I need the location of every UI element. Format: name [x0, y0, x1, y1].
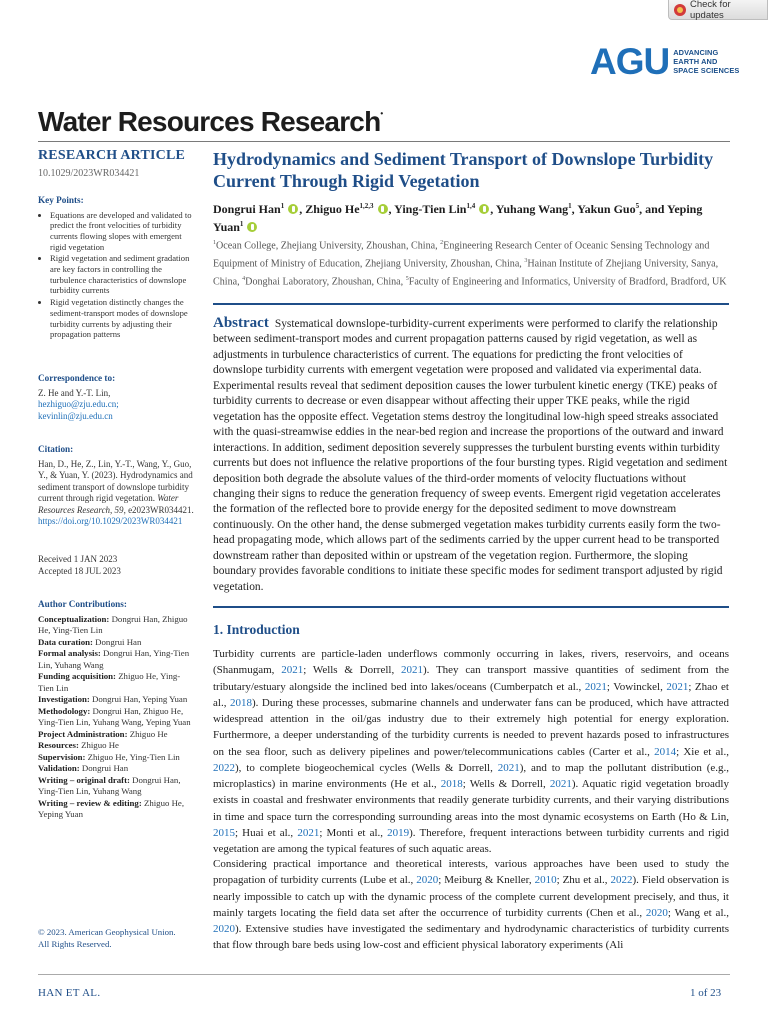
- affiliations: $^1$Ocean College, Zhejiang University, Zhoushan, China, $^2$Engineering Research Center of Oceanic Sensing Technology and Equipment of Ministry of Education, Zhejiang University, Zhoushan, China, $^3$Hainan Institute of Zhejiang University, Sanya, China, $^4$Donghai Laboratory, Zhoushan, China, $^5$Faculty of Engineering and Informatics, University of Bradford, Bradford, UK: [213, 240, 727, 288]
- author-name: Zhiguo He: [305, 202, 360, 216]
- citation-year-link[interactable]: 2018: [229, 696, 252, 709]
- contributions-heading: Author Contributions:: [38, 599, 127, 609]
- article-type: RESEARCH ARTICLE: [38, 148, 186, 163]
- author-name: Yakun Guo: [577, 202, 636, 216]
- contribution-item: Conceptualization: Dongrui Han, Zhiguo He, Ying-Tien Lin: [38, 613, 188, 635]
- crossmark-icon: [674, 4, 686, 16]
- author-affiliation-sup: 5: [635, 202, 640, 210]
- citation-year-link[interactable]: 2021: [400, 664, 423, 677]
- author-affiliation-sup: 1,2,3: [359, 202, 374, 210]
- email-link-lin[interactable]: kevinlin@zju.edu.cn: [38, 410, 113, 421]
- accepted-date: Accepted 18 JUL 2023: [38, 565, 121, 576]
- author-affiliation-sup: 1: [239, 220, 244, 228]
- citation-year-link[interactable]: 2021: [497, 761, 520, 774]
- contribution-item: Methodology: Dongrui Han, Zhiguo He, Ying-Tien Lin, Yuhang Wang, Yeping Yuan: [38, 705, 191, 727]
- author-affiliation-sup: 1: [280, 202, 285, 210]
- citation-text: Han, D., He, Z., Lin, Y.-T., Wang, Y., Guo, Y., & Yuan, Y. (2023). Hydrodynamics and sediment transport of downslope turbidity current through rigid vegetation. Water Resources Research, 59, e2023WR034421. https://doi.org/10.1029/2023WR034421: [38, 458, 194, 526]
- contribution-item: Supervision: Zhiguo He, Ying-Tien Lin: [38, 751, 180, 762]
- agu-logo-mark: AGU: [590, 40, 670, 82]
- contribution-item: Formal analysis: Dongrui Han, Ying-Tien Lin, Yuhang Wang: [38, 648, 190, 670]
- citation-year-link[interactable]: 2014: [654, 745, 677, 758]
- citation-year-link[interactable]: 2020: [645, 906, 668, 919]
- correspondence-heading: Correspondence to:: [38, 373, 116, 383]
- citation-year-link[interactable]: 2010: [534, 874, 557, 887]
- page-number: 1 of 23: [690, 987, 722, 999]
- author-contributions: [38, 599, 194, 821]
- citation-journal: Water Resources Research, 59: [38, 493, 179, 515]
- contribution-item: Resources: Zhiguo He: [38, 740, 119, 750]
- article-title: Hydrodynamics and Sediment Transport of Downslope Turbidity Current Through Rigid Vegetation: [213, 149, 714, 191]
- citation-year-link[interactable]: 2021: [666, 680, 689, 693]
- abstract-bottom-rule: [213, 606, 729, 608]
- contribution-item: Project Administration: Zhiguo He: [38, 728, 168, 739]
- footer-divider: [38, 974, 730, 975]
- key-points: [38, 195, 194, 341]
- citation-year-link[interactable]: 2015: [213, 826, 235, 839]
- key-point-item: • Rigid vegetation and sediment gradation are key factors in controlling the turbulence characteristics of downslope turbidity currents: [50, 253, 194, 296]
- contribution-item: Validation: Dongrui Han: [38, 763, 129, 773]
- running-author: HAN ET AL.: [38, 987, 101, 999]
- affiliation-item: Engineering Research Center of Oceanic Sensing Technology and Equipment of Ministry of Education, Zhejiang University, Zhoushan, China,: [213, 240, 710, 270]
- citation-year-link[interactable]: 2020: [213, 923, 235, 935]
- contribution-item: Funding acquisition: Zhiguo He, Ying-Tien Lin: [38, 671, 181, 693]
- citation-year-link[interactable]: 2020: [416, 874, 439, 887]
- check-for-updates-button[interactable]: [668, 0, 768, 20]
- journal-title: Water Resources Research•: [38, 106, 383, 137]
- key-point-item: • Equations are developed and validated to predict the front velocities of turbidity currents flowing slopes with emergent rigid vegetation: [50, 210, 194, 253]
- correspondence: [38, 373, 194, 422]
- section-heading-introduction: 1. Introduction: [213, 622, 300, 637]
- citation-year-link[interactable]: 2019: [387, 826, 410, 839]
- citation: [38, 444, 194, 528]
- abstract-label: Abstract: [213, 315, 269, 331]
- citation-year-link[interactable]: 2021: [549, 778, 572, 790]
- key-points-heading: Key Points:: [38, 195, 84, 205]
- orcid-icon[interactable]: [378, 204, 388, 214]
- citation-year-link[interactable]: 2022: [213, 761, 235, 774]
- affiliation-item: Hainan Institute of Zhejiang University, Sanya, China,: [213, 258, 719, 288]
- email-link-he[interactable]: hezhiguo@zju.edu.cn;: [38, 399, 119, 409]
- copyright-notice: © 2023. American Geophysical Union. All Rights Reserved.: [38, 927, 176, 949]
- contribution-item: Writing – original draft: Dongrui Han, Ying-Tien Lin, Yuhang Wang: [38, 774, 181, 796]
- abstract-top-rule: [213, 303, 729, 305]
- citation-doi-link[interactable]: https://doi.org/10.1029/2023WR034421: [38, 516, 183, 526]
- key-point-item: • Rigid vegetation distinctly changes the sediment-transport modes of downslope turbidity currents by adjusting their propagation patterns: [50, 297, 194, 340]
- affiliation-item: Ocean College, Zhejiang University, Zhoushan, China,: [216, 240, 441, 252]
- author-affiliation-sup: 1,4: [466, 202, 476, 210]
- intro-paragraph-2: Considering practical importance and theoretical interests, various approaches have been used to study the propagation of turbidity currents (Lube et al., 2020; Meiburg & Kneller, 2010; Zhu et al., 2022). Field observation is nearly impossible to catch up with the dynamic process of the complete current development precisely, and thus, it mainly targets locating the field data set after the occurrence of turbidity currents (Chen et al., 2020; Wang et al., 2020). Extensive studies have investigated the sedimentary and hydrodynamic characteristics of turbidity currents that flow through bare beds using low-cost and efficient physical laboratory experiments (Ali: [213, 858, 729, 952]
- citation-year-link[interactable]: 2018: [440, 778, 463, 790]
- orcid-icon[interactable]: [479, 204, 489, 214]
- agu-logo: [590, 40, 740, 82]
- author-name: Ying-Tien Lin: [394, 202, 467, 216]
- intro-paragraph-1: Turbidity currents are particle-laden underflows commonly occurring in lakes, rivers, reservoirs, and oceans (Shanmugam, 2021; Wells & Dorrell, 2021). They can transport massive quantities of sediment from the tributary/estuary alongside the inclined bed into lakes/oceans (Cumberpatch et al., 2021; Vowinckel, 2021; Zhao et al., 2018). During these processes, submarine channels and underwater fans can be produced, which have attracted widespread attention in the oil/gas industry due to their extremely high potential for energy exploration. Furthermore, a deeper understanding of the turbidity currents is needed to prevent hazards posed to infrastructures on the sea floor, such as delivery pipelines and power/telecommunications cables (Carter et al., 2014; Xie et al., 2022), to complete biogeochemical cycles (Wells & Dorrell, 2021), and to map the pollutant distribution (e.g., microplastics) in marine environments (He et al., 2018; Wells & Dorrell, 2021). Aquatic rigid vegetation broadly exists in coastal and freshwater environments that readily generate turbidity currents, and their varying distributions in time and space turn the corresponding surrounding areas into the most dynamic ecosystems on Earth (Ho & Lin, 2015; Huai et al., 2021; Monti et al., 2019). Therefore, frequent interactions between turbidity currents and rigid vegetation are among the typical features of such aquatic areas.: [213, 648, 729, 855]
- agu-logo-tagline: ADVANCING EARTH AND SPACE SCIENCES: [673, 47, 740, 75]
- orcid-icon[interactable]: [288, 204, 298, 214]
- header-divider: [38, 141, 730, 142]
- received-date: Received 1 JAN 2023: [38, 554, 118, 564]
- contribution-item: Writing – review & editing: Zhiguo He, Yeping Yuan: [38, 797, 185, 819]
- abstract-text: Systematical downslope-turbidity-current experiments were performed to clarify the relationship between sediment-transport modes and current propagation patterns caused by rigid vegetation, as well as adjustments in turbulence characteristics of current. The equations for predicting the front velocities of downslope turbidity currents with emergent vegetation were proposed and validated via experimental data. Experimental results reveal that sediment deposition causes the lower turbulent kinetic energy (TKE) peaks of turbidity currents to decrease or even disappear without affecting their upper TKE peaks, while the rigid vegetation has the opposite effect. Vegetation stems destroy the longitudinal low-high speed streaks associated with the quasi-streamwise eddies in the near-bed region and increase the proportions of the outward and inward interactions. In addition, sediment deposition severely suppresses the turbulent bursting events within turbidity currents but does not influence the relative proportions of the four bursting types. Rigid vegetation and sediment deposition both degrade the absolute values of the third-order moments of velocity fluctuations without changing their signs to reduce the generation frequency of sweep events. Emergent rigid vegetation accelerates the formation of the reflected bore to provide energy for the deposited sediment to move downstream continuously. On the other hand, the dense submerged vegetation makes turbidity currents easily form the two-head propagating mode, which allows part of the sediments carried by the upper current head to be transported downstream rather than deposited within or upstream of the vegetation region. Furthermore, the sloping boundary provides favorable conditions to initiate these specific modes for sediment transport adjusted by rigid vegetation.: [213, 318, 728, 593]
- author-name: Yuhang Wang: [495, 202, 569, 216]
- check-for-updates-label: Check for updates: [689, 0, 731, 21]
- author-name: Dongrui Han: [213, 202, 281, 216]
- citation-year-link[interactable]: 2021: [297, 826, 320, 839]
- author-affiliation-sup: 1: [568, 202, 572, 210]
- article-doi: 10.1029/2023WR034421: [38, 168, 140, 179]
- author-list: Dongrui Han$^1$ , Zhiguo He$^{1,2,3}$ , Ying-Tien Lin$^{1,4}$ , Yuhang Wang$^1$, Yakun Guo$^5$, and Yeping Yuan$^1$: [213, 202, 703, 234]
- contribution-item: Investigation: Dongrui Han, Yeping Yuan: [38, 694, 188, 704]
- citation-year-link[interactable]: 2021: [281, 664, 304, 677]
- citation-year-link[interactable]: 2022: [610, 874, 633, 887]
- citation-year-link[interactable]: 2021: [584, 680, 607, 693]
- article-dates: [38, 554, 194, 577]
- author-name: Yeping Yuan: [213, 202, 703, 234]
- affiliation-item: Faculty of Engineering and Informatics, University of Bradford, Bradford, UK: [408, 276, 727, 288]
- orcid-icon[interactable]: [247, 222, 257, 232]
- affiliation-item: Donghai Laboratory, Zhoushan, China,: [245, 276, 406, 288]
- correspondence-names: Z. He and Y.-T. Lin,: [38, 387, 111, 398]
- citation-heading: Citation:: [38, 444, 74, 454]
- abstract: [213, 316, 729, 595]
- contribution-item: Data curation: Dongrui Han: [38, 636, 142, 647]
